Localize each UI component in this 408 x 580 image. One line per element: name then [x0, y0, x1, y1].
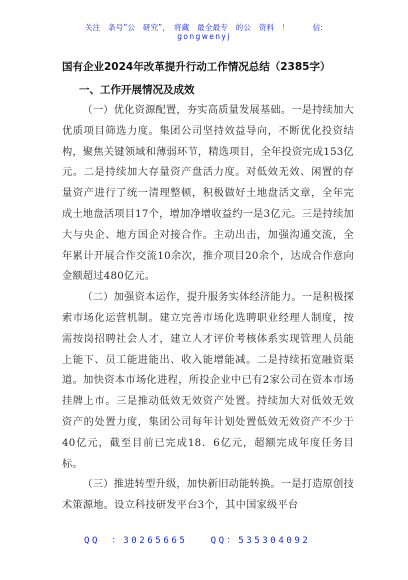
paragraph-resource-allocation: （一）优化资源配置，夯实高质量发展基础。一是持续加大优质项目筛选力度。集团公司坚持效益导向，不断优化投资结构，聚焦关键领域和薄弱环节，精选项目，全年投资完成153亿元。二是持续加大存量资产盘活力度。对低效无效、闲置的存量资产进行了统一清理整顿，积极做好土地盘活文章，全年完成土地盘活项目17个，增加净增收益约一是3亿元。三是持续加大与央企、地方国企对接合作。主动出击，加强沟通交流，全年累计开展合作交流10余次，推介项目20余个，达成合作意向金额超过480亿元。	[62, 105, 354, 283]
paragraph-transformation-upgrade: （三）推进转型升级，加快新旧动能转换。一是打造原创技术策源地。设立科技研发平台3个，其中国家级平台	[62, 479, 354, 512]
watermark-footer-qq: QQ ：30265665 QQ：535304092	[84, 536, 311, 546]
document-body	[62, 101, 354, 517]
watermark-top-line-2: gongwenyj	[177, 32, 231, 41]
paragraph-capital-operation: （二）加强资本运作，提升服务实体经济能力。一是积极探索市场化运营机制。建立完善市场化选聘职业经理人制度，按需按岗招聘社会人才，建立人才评价考核体系实现管理人员能上能下、员工能进能出、收入能增能减。二是持续拓宽融资渠道。加快资本市场化进程，所投企业中已有2家公司在资本市场挂牌上市。三是推动低效无效资产处置。持续加大对低效无效资产的处置力度，集团公司每年计划处置低效无效资产不少于40亿元，截至目前已完成18．6亿元，超额完成年度任务目标。	[62, 292, 354, 470]
section-heading: 一、工作开展情况及成效	[79, 84, 195, 96]
document-title: 国有企业2024年改革提升行动工作情况总结（2385字）	[62, 61, 331, 73]
watermark-top-line-1: 关注 条号”公 研究”， 将藏 最全最专 的公 资料 ！ 信:	[84, 23, 324, 32]
